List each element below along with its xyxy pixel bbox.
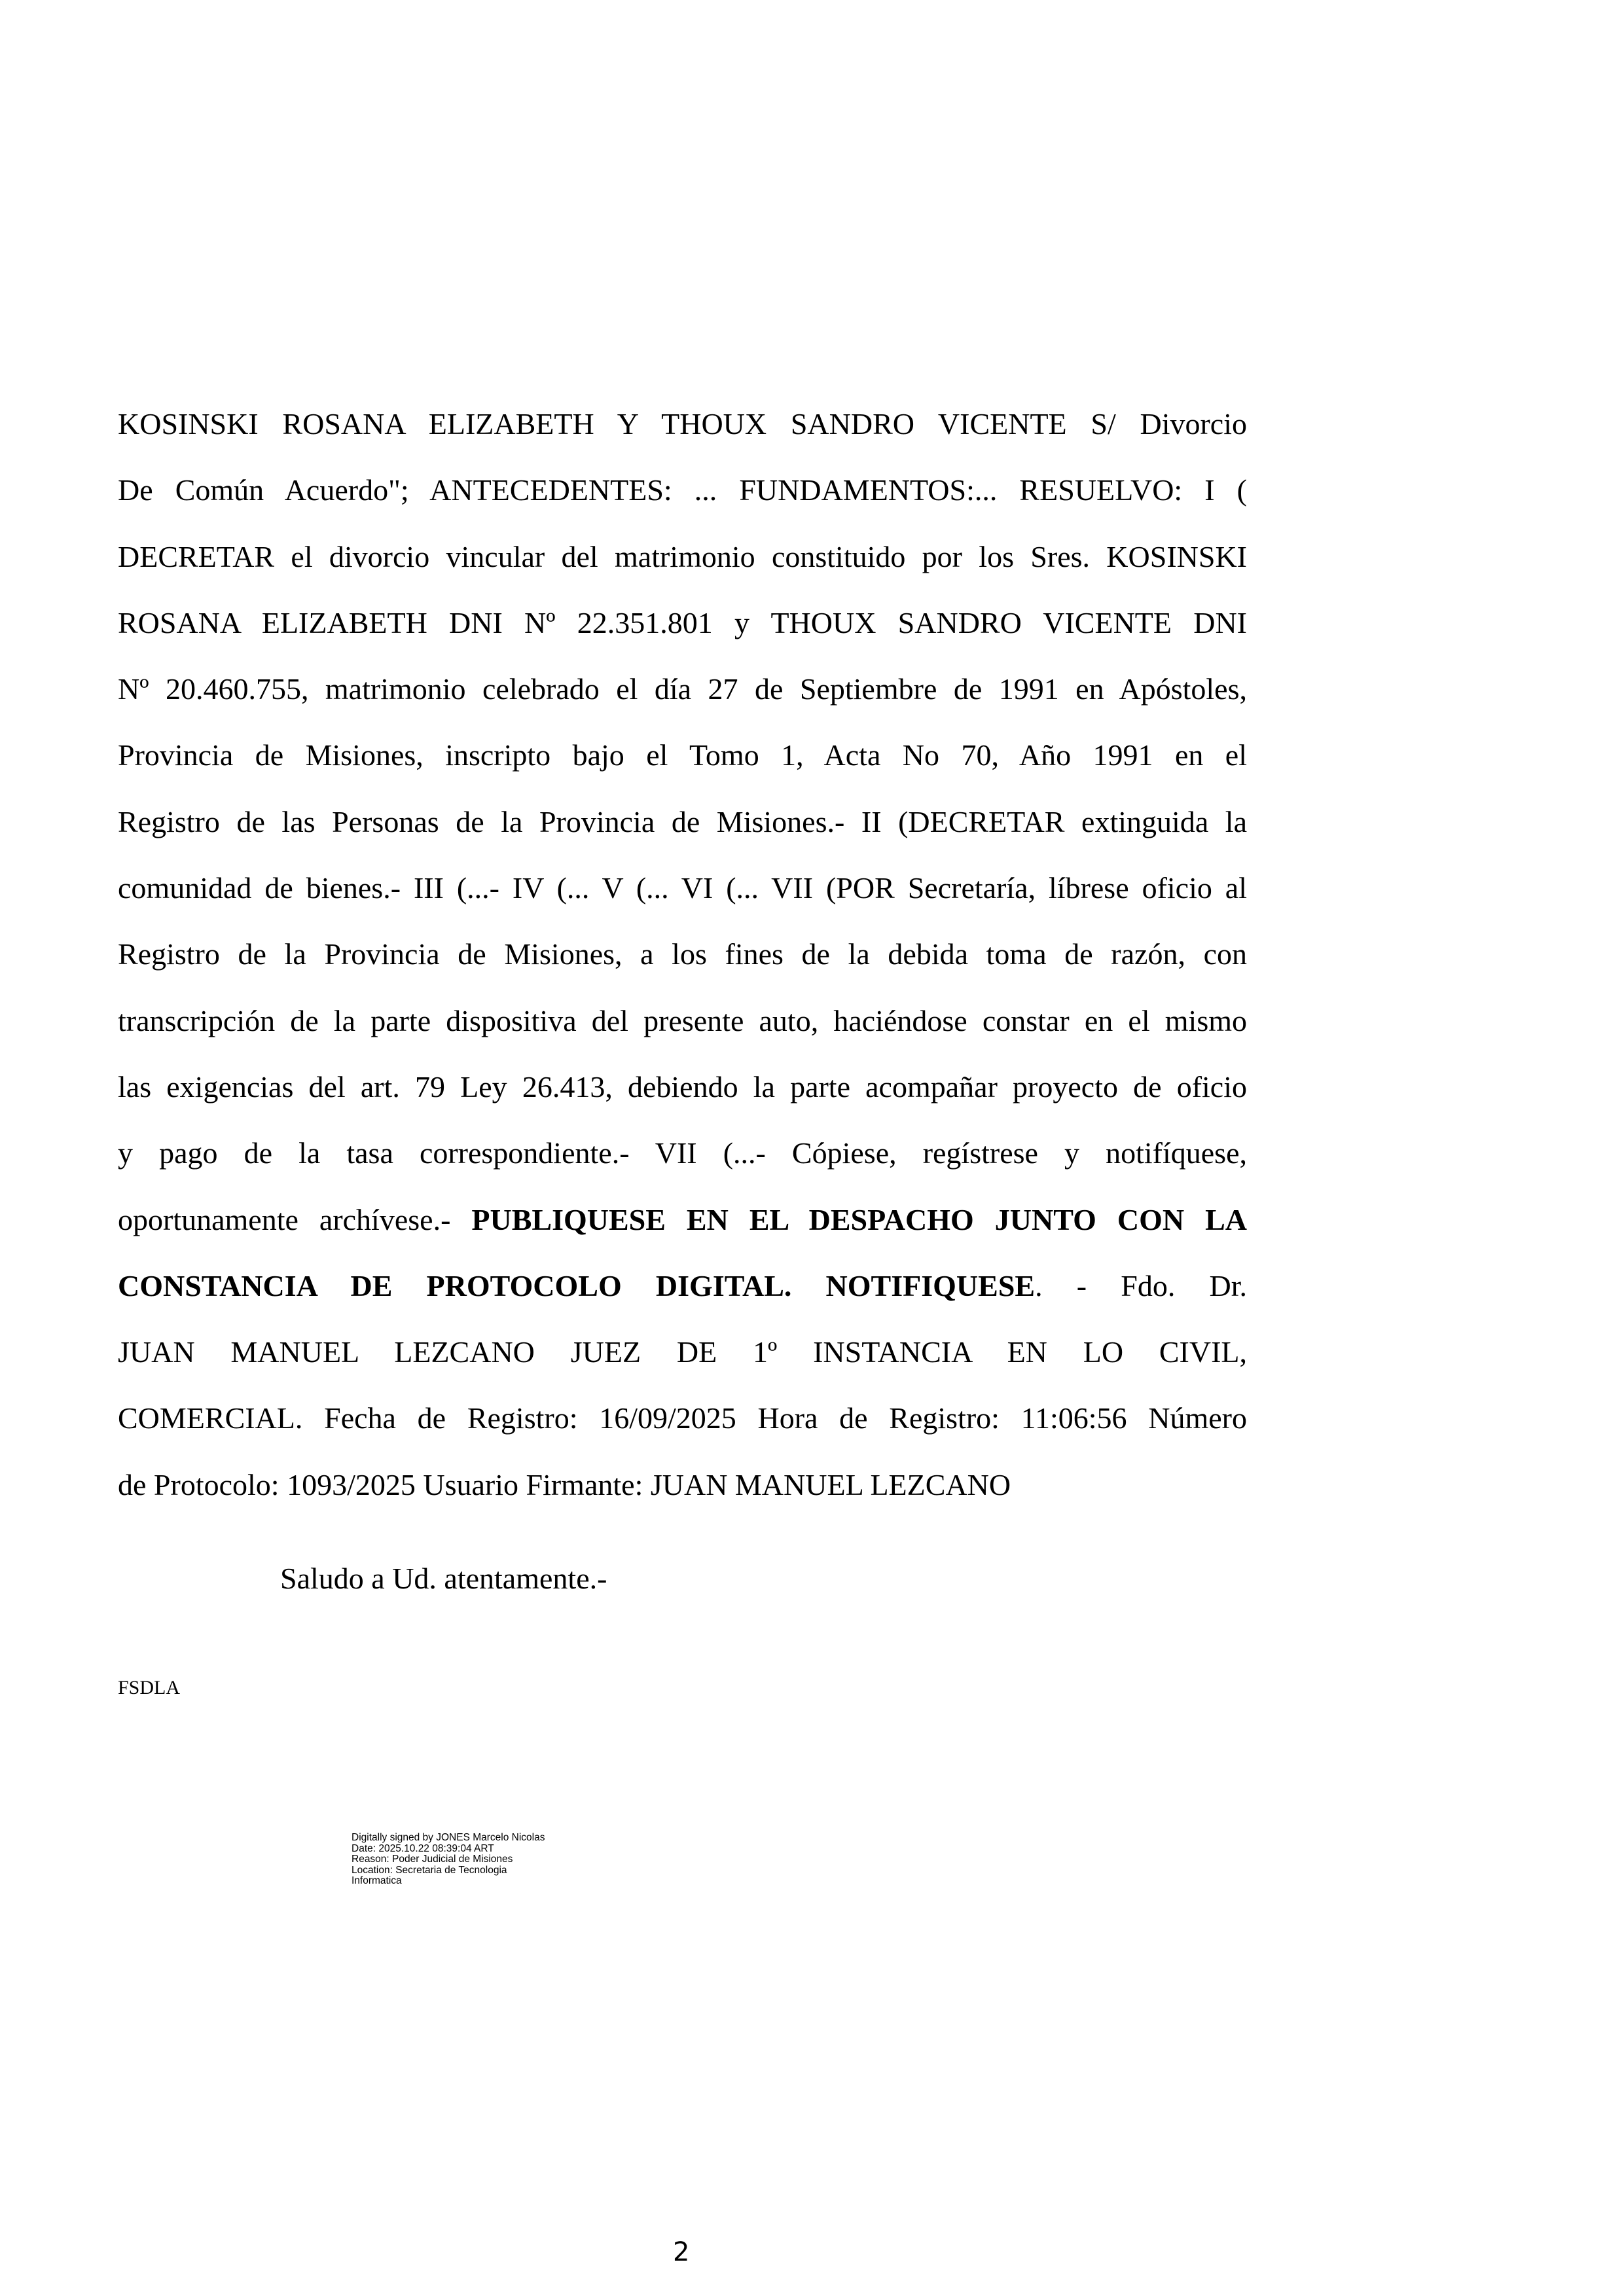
signature-line: Informatica (352, 1875, 402, 1886)
signature-line: Digitally signed by JONES Marcelo Nicolas (352, 1832, 545, 1843)
body-line: Nº 20.460.755, matrimonio celebrado el día 27 de Septiembre de 1991 en Apóstoles, (118, 672, 1247, 706)
body-line: KOSINSKI ROSANA ELIZABETH Y THOUX SANDRO VICENTE S/ Divorcio (118, 407, 1247, 440)
body-line: las exigencias del art. 79 Ley 26.413, debiendo la parte acompañar proyecto de oficio (118, 1069, 1247, 1103)
body-text-bold: CONSTANCIA DE PROTOCOLO DIGITAL. NOTIFIQUESE (118, 1268, 1036, 1302)
page-number: 2 (673, 2237, 690, 2267)
body-text-bold: PUBLIQUESE EN EL DESPACHO JUNTO CON LA (471, 1202, 1247, 1236)
body-line: ROSANA ELIZABETH DNI Nº 22.351.801 y THOUX SANDRO VICENTE DNI (118, 605, 1247, 639)
body-line (118, 1263, 1247, 1329)
initials: FSDLA (118, 1677, 181, 1698)
signature-line: Reason: Poder Judicial de Misiones (352, 1854, 513, 1865)
body-line: De Común Acuerdo"; ANTECEDENTES: ... FUNDAMENTOS:... RESUELVO: I ( (118, 473, 1247, 507)
body-line: JUAN MANUEL LEZCANO JUEZ DE 1º INSTANCIA EN LO CIVIL, (118, 1335, 1247, 1369)
body-text-normal: oportunamente archívese.- (118, 1202, 472, 1236)
body-line: Registro de las Personas de la Provincia de Misiones.- II (DECRETAR extinguida la (118, 804, 1247, 838)
signature-line: Date: 2025.10.22 08:39:04 ART (352, 1842, 494, 1854)
body-line: Registro de la Provincia de Misiones, a los fines de la debida toma de razón, con (118, 937, 1247, 971)
signature-line: Location: Secretaria de Tecnologia (352, 1864, 507, 1876)
body-line: transcripción de la parte dispositiva del presente auto, haciéndose constar en el mismo (118, 1003, 1247, 1037)
body-line: Provincia de Misiones, inscripto bajo el Tomo 1, Acta No 70, Año 1991 en el (118, 738, 1247, 772)
body-line: DECRETAR el divorcio vincular del matrimonio constituido por los Sres. KOSINSKI (118, 539, 1247, 573)
document-body (118, 401, 1247, 1528)
body-text-normal: . - Fdo. Dr. (1035, 1268, 1248, 1302)
digital-signature (352, 1833, 545, 1887)
body-line (118, 1196, 1247, 1263)
salutation: Saludo a Ud. atentamente.- (280, 1562, 607, 1595)
body-line: comunidad de bienes.- III (...- IV (... V (... VI (... VII (POR Secretaría, líbrese oficio al (118, 871, 1247, 905)
body-line: y pago de la tasa correspondiente.- VII (...- Cópiese, regístrese y notifíquese, (118, 1136, 1247, 1170)
body-line: de Protocolo: 1093/2025 Usuario Firmante: JUAN MANUEL LEZCANO (118, 1467, 1011, 1501)
body-line: COMERCIAL. Fecha de Registro: 16/09/2025 Hora de Registro: 11:06:56 Número (118, 1401, 1247, 1435)
